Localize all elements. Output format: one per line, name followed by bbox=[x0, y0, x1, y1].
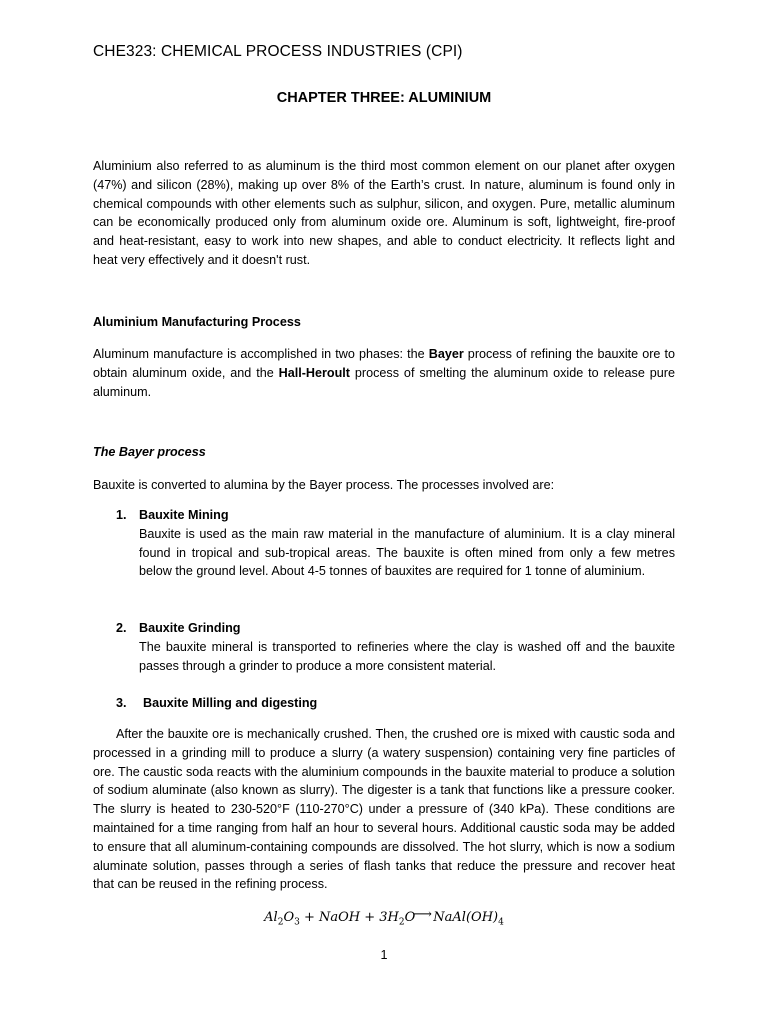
eq-reactants: + NaOH + 3H bbox=[299, 910, 399, 925]
eq-h-sub: 2 bbox=[398, 917, 405, 928]
manufacturing-paragraph bbox=[93, 345, 675, 401]
hall-heroult-term: Hall-Heroult bbox=[278, 365, 350, 380]
eq-o-sub: 3 bbox=[294, 917, 300, 928]
list-number: 1. bbox=[116, 508, 127, 522]
manufacturing-text-3: process of smelting the aluminum oxide to release pure aluminum. bbox=[93, 365, 675, 399]
eq-al-sub: 2 bbox=[277, 917, 284, 928]
eq-water-o: O bbox=[404, 910, 416, 925]
chemical-equation bbox=[0, 910, 768, 928]
page-number: 1 bbox=[380, 948, 388, 962]
list-item-body: Bauxite is used as the main raw material in the manufacture of aluminium. It is a clay mineral found in tropical and sub-tropical areas. The bauxite is often mined from only a few metres below the ground level. About 4-5 tonnes of bauxites are required for 1 tonne of aluminium. bbox=[139, 526, 675, 579]
eq-product-sub: 4 bbox=[498, 917, 504, 928]
eq-product: NaAl(OH) bbox=[433, 910, 499, 925]
bayer-intro: Bauxite is converted to alumina by the Bayer process. The processes involved are: bbox=[93, 478, 555, 492]
bayer-term: Bayer bbox=[428, 347, 464, 361]
bayer-process-heading: The Bayer process bbox=[93, 445, 206, 459]
list-item-title: Bauxite Milling and digesting bbox=[143, 696, 318, 710]
list-number: 2. bbox=[116, 621, 127, 635]
eq-o: O bbox=[283, 910, 295, 925]
milling-paragraph: After the bauxite ore is mechanically crushed. Then, the crushed ore is mixed with caustic soda and processed in a grinding mill to produce a slurry (a watery suspension) containing very fine particles of ore. The caustic soda reacts with the aluminium compounds in the bauxite material to produce a solution of sodium aluminate (also known as slurry). The digester is a tank that functions like a pressure cooker. The slurry is heated to 230-520°F (110-270°C) under a pressure of (340 kPa). These conditions are maintained for a time ranging from half an hour to several hours. Additional caustic soda may be added to ensure that all aluminum-containing compounds are dissolved. The hot slurry, which is now a sodium aluminate solution, passes through a series of flash tanks that reduce the pressure and recover heat that can be reused in the refining process. bbox=[93, 727, 675, 892]
list-number: 3. bbox=[116, 696, 127, 710]
running-header: CHE323: CHEMICAL PROCESS INDUSTRIES (CPI) bbox=[93, 43, 463, 60]
manufacturing-text-1: Aluminum manufacture is accomplished in two phases: the bbox=[93, 347, 429, 361]
intro-paragraph: Aluminium also referred to as aluminum is the third most common element on our planet after oxygen (47%) and silicon (28%), making up over 8% of the Earth’s crust. In nature, aluminum is found only in chemical compounds with other elements such as sulphur, silicon, and oxygen. Pure, metallic aluminum can be economically produced only from aluminum oxide ore. Aluminum is soft, lightweight, fire-proof and heat-resistant, easy to work into new shapes, and able to conduct electricity. It reflects light and heat very effectively and it doesn't rust. bbox=[93, 159, 675, 267]
list-item-title: Bauxite Grinding bbox=[139, 621, 241, 635]
manufacturing-text-2: process of refining the bauxite ore to obtain aluminum oxide, and the bbox=[93, 347, 675, 380]
eq-al: Al bbox=[264, 910, 278, 925]
chapter-title: CHAPTER THREE: ALUMINIUM bbox=[276, 90, 492, 106]
list-item-title: Bauxite Mining bbox=[139, 508, 229, 522]
manufacturing-heading: Aluminium Manufacturing Process bbox=[93, 315, 301, 329]
list-item-body: The bauxite mineral is transported to refineries where the clay is washed off and the bauxite passes through a grinder to produce a more consistent material. bbox=[139, 639, 675, 673]
